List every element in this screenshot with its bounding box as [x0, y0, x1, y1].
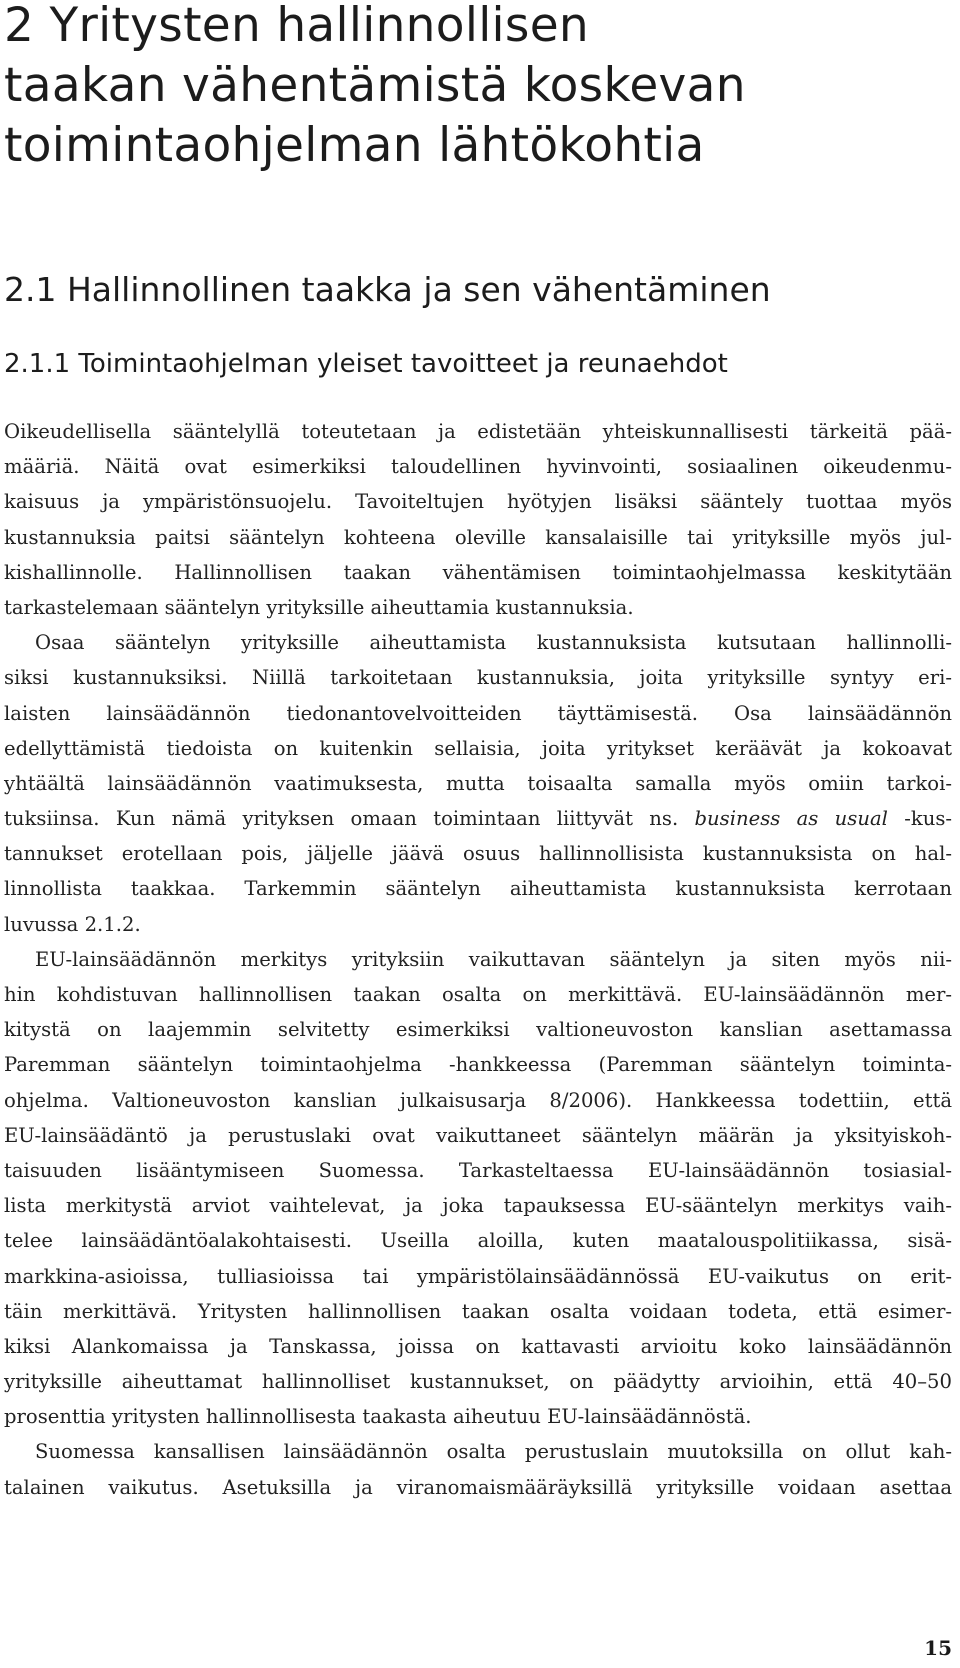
body-line: prosenttia yritysten hallinnollisesta taakasta aiheutuu EU-lainsäädännöstä. — [4, 1405, 752, 1429]
body-line: tannukset erotellaan pois, jäljelle jäävä osuus hallinnollisista kustannuksista on hal- — [4, 842, 952, 866]
body-line-with-italic — [4, 801, 952, 836]
body-line: Suomessa kansallisen lainsäädännön osalta perustuslain muutoksilla on ollut kah- — [35, 1440, 952, 1464]
body-line: määriä. Näitä ovat esimerkiksi taloudellinen hyvinvointi, sosiaalinen oikeudenmu- — [4, 455, 952, 479]
body-line: kiksi Alankomaissa ja Tanskassa, joissa on kattavasti arvioitu koko lainsäädännön — [4, 1334, 952, 1358]
italic-term: business as usual — [694, 807, 888, 831]
body-line: edellyttämistä tiedoista on kuitenkin sellaisia, joita yritykset keräävät ja kokoavat — [4, 736, 952, 760]
chapter-title — [4, 0, 944, 176]
body-line: hin kohdistuvan hallinnollisen taakan osalta on merkittävä. EU-lainsäädännön mer- — [4, 983, 952, 1006]
body-line: linnollista taakkaa. Tarkemmin sääntelyn aiheuttamista kustannuksista kerrotaan — [4, 877, 952, 901]
body-line: markkina-asioissa, tulliasioissa tai ympäristölainsäädännössä EU-vaikutus on erit- — [4, 1264, 952, 1288]
body-line: täin merkittävä. Yritysten hallinnollisen taakan osalta voidaan todeta, että esimer- — [4, 1299, 952, 1323]
body-text — [4, 414, 952, 1505]
body-line: Paremman sääntelyn toimintaohjelma -hankkeessa (Paremman sääntelyn toiminta- — [4, 1053, 952, 1077]
body-line: talainen vaikutus. Asetuksilla ja viranomaismääräyksillä yrityksille voidaan asettaa — [4, 1475, 952, 1499]
body-line: tarkastelemaan sääntelyn yrityksille aiheuttamia kustannuksia. — [4, 595, 634, 619]
body-line: luvussa 2.1.2. — [4, 912, 141, 936]
body-text-segment: -kus- — [904, 807, 953, 831]
body-line: kishallinnolle. Hallinnollisen taakan vähentämisen toimintaohjelmassa keskitytään — [4, 560, 952, 584]
body-line: kitystä on laajemmin selvitetty esimerkiksi valtioneuvoston kanslian asettamassa — [4, 1018, 952, 1042]
body-line: siksi kustannuksiksi. Niillä tarkoitetaan kustannuksia, joita yrityksille syntyy eri- — [4, 666, 952, 690]
body-line: taisuuden lisääntymiseen Suomessa. Tarkasteltaessa EU-lainsäädännön tosiasial- — [4, 1158, 952, 1182]
body-line: EU-lainsäädännön merkitys yrityksiin vaikuttavan sääntelyn ja siten myös nii- — [35, 947, 952, 971]
body-text-segment: tuksiinsa. Kun nämä yrityksen omaan toimintaan liittyvät ns. — [4, 807, 679, 831]
body-line: Osaa sääntelyn yrityksille aiheuttamista kustannuksista kutsutaan hallinnolli- — [35, 631, 952, 655]
body-line: yhtäältä lainsäädännön vaatimuksesta, mutta toisaalta samalla myös omiin tarkoi- — [4, 771, 952, 795]
body-line: kaisuus ja ympäristönsuojelu. Tavoiteltujen hyötyjen lisäksi sääntely tuottaa myös — [4, 490, 952, 514]
body-line: telee lainsäädäntöalakohtaisesti. Useilla aloilla, kuten maatalouspolitiikassa, sisä- — [4, 1229, 952, 1253]
chapter-title-line: toimintaohjelman lähtökohtia — [4, 118, 705, 173]
body-line: lista merkitystä arviot vaihtelevat, ja joka tapauksessa EU-sääntelyn merkitys vaih- — [4, 1194, 952, 1218]
chapter-title-line: 2 Yritysten hallinnollisen — [4, 0, 589, 53]
body-line: EU-lainsäädäntö ja perustuslaki ovat vaikuttaneet sääntelyn määrän ja yksityiskoh- — [4, 1123, 952, 1147]
body-line: Oikeudellisella sääntelyllä toteutetaan ja edistetään yhteiskunnallisesti tärkeitä pää- — [4, 420, 952, 443]
body-line: ohjelma. Valtioneuvoston kanslian julkaisusarja 8/2006). Hankkeessa todettiin, että — [4, 1088, 952, 1112]
body-line: yrityksille aiheuttamat hallinnolliset kustannukset, on päädytty arvioihin, että 40–50 — [4, 1370, 952, 1394]
body-line: kustannuksia paitsi sääntelyn kohteena oleville kansalaisille tai yrityksille myös jul- — [4, 525, 952, 549]
subsection-title: 2.1.1 Toimintaohjelman yleiset tavoitteet ja reunaehdot — [4, 349, 728, 379]
body-line: laisten lainsäädännön tiedonantovelvoitteiden täyttämisestä. Osa lainsäädännön — [4, 701, 952, 725]
page-number: 15 — [924, 1636, 952, 1660]
chapter-title-line: taakan vähentämistä koskevan — [4, 58, 746, 113]
section-title: 2.1 Hallinnollinen taakka ja sen vähentäminen — [4, 270, 771, 309]
